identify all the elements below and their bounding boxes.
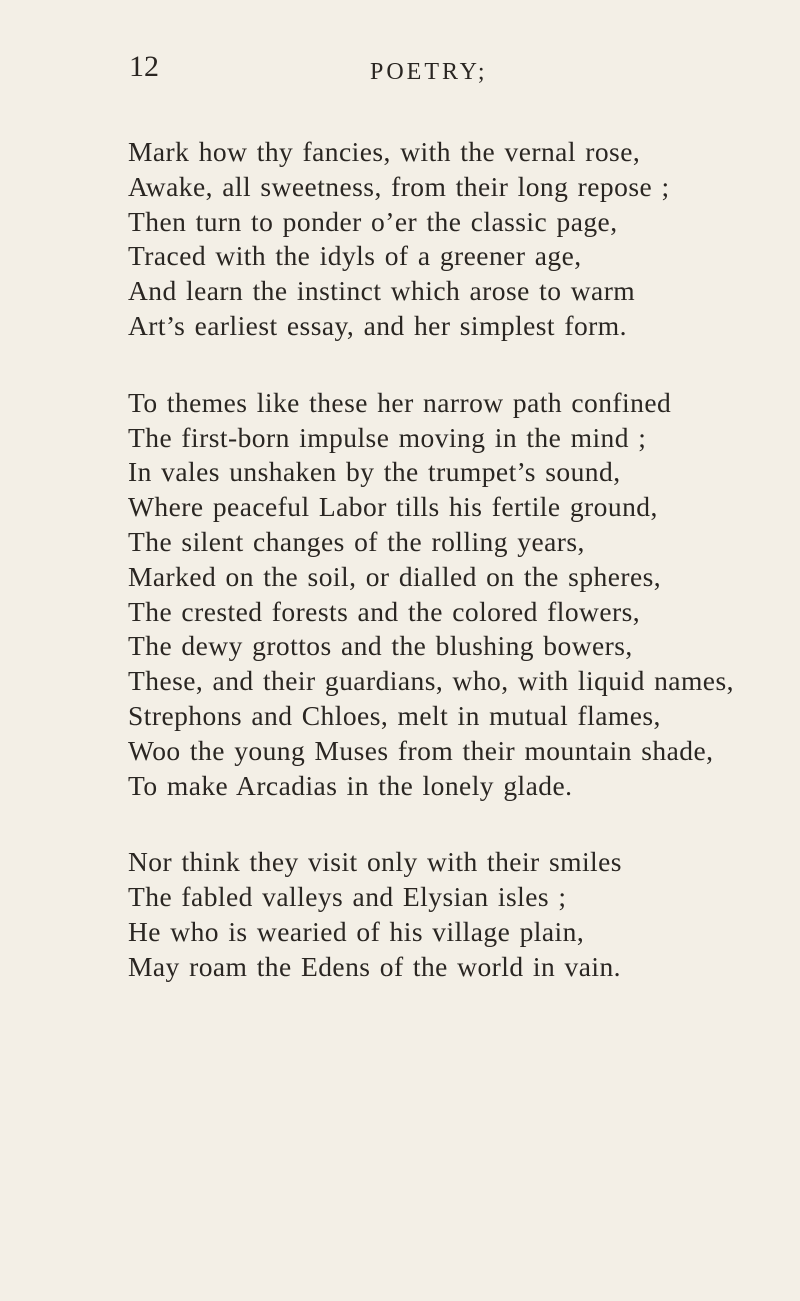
poem-line: Mark how thy fancies, with the vernal rose, [128, 136, 641, 167]
running-head: POETRY; [370, 59, 488, 85]
poem-line: Strephons and Chloes, melt in mutual flames, [128, 699, 661, 731]
poem-line: The dewy grottos and the blushing bowers, [128, 630, 633, 662]
poem-line: Marked on the soil, or dialled on the spheres, [128, 560, 662, 592]
poem-line: Nor think they visit only with their smiles [128, 846, 622, 878]
poem [128, 135, 788, 985]
poem-line: Then turn to ponder o’er the classic page, [128, 205, 618, 237]
poem-line: Where peaceful Labor tills his fertile ground, [128, 491, 658, 523]
poem-line: Art’s earliest essay, and her simplest form. [128, 309, 627, 341]
poem-line: To make Arcadias in the lonely glade. [128, 769, 573, 801]
stanza-2 [128, 386, 788, 804]
poem-line: The fabled valleys and Elysian isles ; [128, 881, 567, 913]
page-number: 12 [129, 50, 159, 83]
poem-line: To themes like these her narrow path confined [128, 386, 672, 418]
poem-line: He who is wearied of his village plain, [128, 915, 585, 947]
poem-line: And learn the instinct which arose to warm [128, 275, 636, 307]
poem-line: In vales unshaken by the trumpet’s sound, [128, 456, 621, 488]
poem-line: Woo the young Muses from their mountain shade, [128, 734, 714, 766]
stanza-1 [128, 135, 788, 344]
poem-line: May roam the Edens of the world in vain. [128, 950, 621, 982]
poem-line: The silent changes of the rolling years, [128, 525, 585, 557]
stanza-3 [128, 845, 788, 984]
poem-line: These, and their guardians, who, with liquid names, [128, 665, 734, 697]
poem-line: The first-born impulse moving in the mind ; [128, 421, 647, 453]
poem-line: Awake, all sweetness, from their long repose ; [128, 170, 670, 202]
poem-line: Traced with the idyls of a greener age, [128, 240, 582, 272]
poem-line: The crested forests and the colored flowers, [128, 595, 641, 627]
